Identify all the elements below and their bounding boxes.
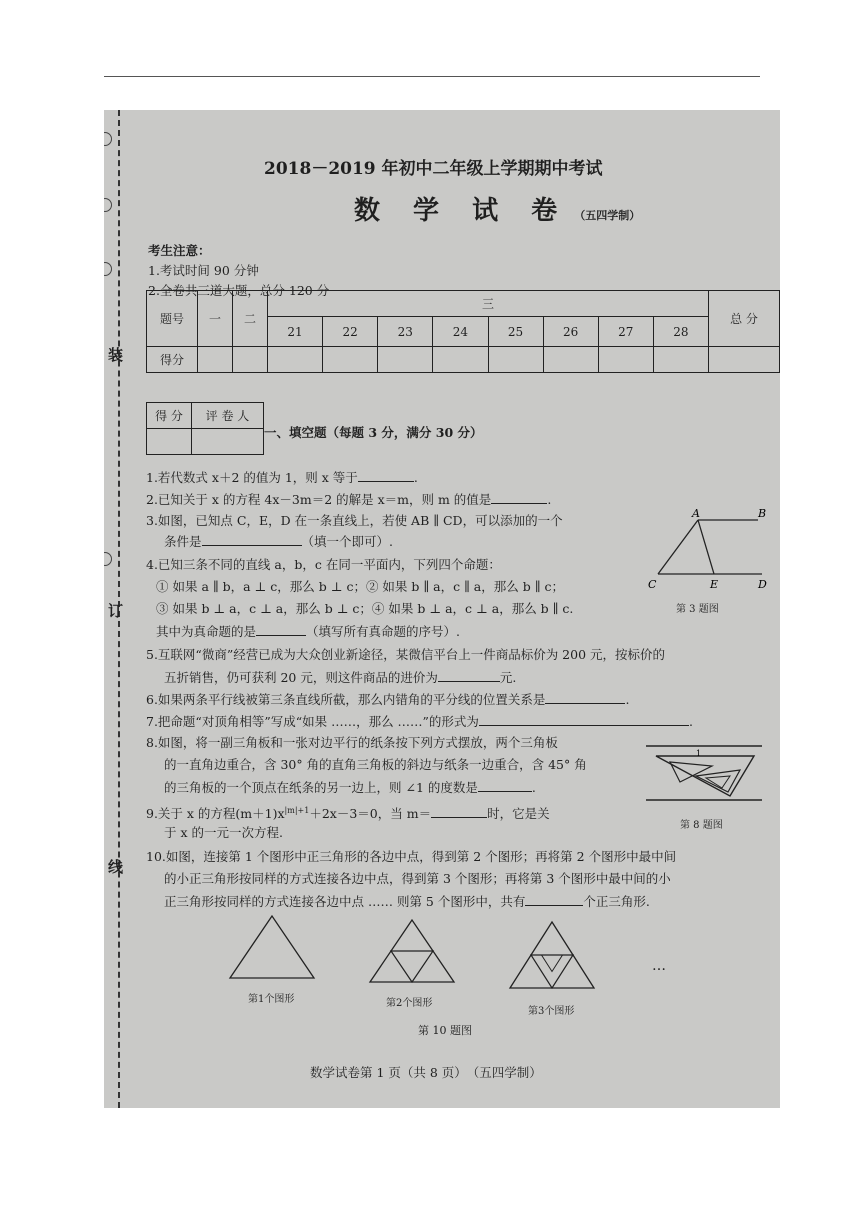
notice-item: 1.考试时间 90 分钟 (148, 263, 259, 278)
answer-blank[interactable] (431, 804, 487, 818)
question-9-exponent: |m|+1 (284, 806, 310, 815)
binding-mark-zhuang: 装 (108, 346, 124, 364)
answer-blank[interactable] (358, 468, 414, 482)
figure-8-caption: 第 8 题图 (680, 820, 723, 831)
question-7-text: 7.把命题“对顶角相等”写成“如果 ……，那么 ……”的形式为 (146, 714, 479, 729)
question-2-text: 2.已知关于 x 的方程 4x－3m＝2 的解是 x＝m，则 m 的值是 (146, 492, 492, 507)
punch-hole-icon (104, 132, 112, 146)
col-one-header: 一 (198, 291, 233, 347)
sub-column-header: 22 (323, 317, 378, 347)
subject-note: （五四学制） (574, 209, 641, 222)
question-8-line1: 8.如图，将一副三角板和一张对边平行的纸条按下列方式摆放，两个三角板 (146, 735, 558, 750)
question-10-line1: 10.如图，连接第 1 个图形中正三角形的各边中点，得到第 2 个图形；再将第 2 个图形中最中间 (146, 849, 677, 864)
section-one-title: 一、填空题（每题 3 分，满分 30 分） (264, 425, 483, 440)
score-cell[interactable] (598, 347, 653, 373)
question-9-line1 (146, 802, 550, 823)
subject-title: 数 学 试 卷 (354, 196, 570, 226)
question-5-line1: 5.互联网“微商”经营已成为大众创业新途径，某微信平台上一件商品标价为 200 元，按标价的 (146, 647, 666, 662)
figure-8-diagram (642, 736, 766, 808)
answer-blank[interactable] (545, 690, 625, 704)
question-8-text: 的三角板的一个顶点在纸条的另一边上，则 ∠1 的度数是 (164, 780, 478, 795)
binding-mark-ding: 订 (108, 602, 124, 620)
label-a: A (692, 507, 700, 520)
score-cell[interactable] (433, 347, 488, 373)
figure-10-shape-caption: 第1个图形 (248, 994, 295, 1005)
grader-score-label: 得 分 (147, 403, 192, 429)
label-d: D (758, 578, 767, 591)
question-10-line3 (164, 892, 650, 911)
score-table (146, 290, 780, 373)
sub-column-header: 25 (488, 317, 543, 347)
question-1: 1.若代数式 x＋2 的值为 1，则 x 等于 . (146, 470, 418, 485)
question-3-line1: 3.如图，已知点 C，E，D 在一条直线上，若使 AB ∥ CD，可以添加的一个 (146, 513, 563, 528)
score-cell[interactable] (543, 347, 598, 373)
sub-column-header: 27 (598, 317, 653, 347)
answer-blank[interactable] (202, 532, 302, 546)
figure-10-shape-caption: 第3个图形 (528, 1006, 575, 1017)
question-3-text: 条件是 (164, 534, 202, 549)
subject-title-wrap (354, 190, 640, 227)
question-6: 6.如果两条平行线被第三条直线所截，那么内错角的平分线的位置关系是 . (146, 692, 630, 707)
figure-10-diagram (224, 912, 664, 1022)
question-9-text: 9.关于 x 的方程(m＋1)x (146, 806, 285, 822)
score-cell[interactable] (323, 347, 378, 373)
total-header: 总 分 (709, 291, 780, 347)
label-b: B (758, 507, 767, 520)
figure-3-caption: 第 3 题图 (676, 604, 719, 615)
question-4-line1: 4.已知三条不同的直线 a，b，c 在同一平面内，下列四个命题： (146, 557, 501, 572)
figure-3-diagram (622, 506, 780, 606)
answer-blank[interactable] (256, 622, 306, 636)
score-cell[interactable] (378, 347, 433, 373)
question-4-line3: ③ 如果 b ⊥ a，c ⊥ a，那么 b ⊥ c；④ 如果 b ⊥ a，c ⊥ a，那么 b ∥ c. (156, 601, 574, 616)
question-9-line2: 于 x 的一元一次方程. (164, 825, 283, 840)
figure-10-caption: 第 10 题图 (418, 1024, 472, 1037)
question-5-text: 五折销售，仍可获利 20 元，则这件商品的进价为 (164, 670, 438, 685)
punch-hole-icon (104, 198, 112, 212)
question-1-text: 1.若代数式 x＋2 的值为 1，则 x 等于 (146, 470, 358, 485)
grader-name-label: 评 卷 人 (192, 403, 264, 429)
exam-title: 2018－2019 年初中二年级上学期期中考试 (264, 159, 603, 179)
col-two-header: 二 (233, 291, 268, 347)
grader-score-cell[interactable] (147, 429, 192, 455)
col-three-header: 三 (268, 291, 709, 317)
binding-mark-xian: 线 (108, 858, 124, 876)
figure-10-shape-caption: 第2个图形 (386, 998, 433, 1009)
question-9-text-b: ＋2x－3＝0，当 m＝ (309, 806, 432, 822)
answer-blank[interactable] (491, 490, 547, 504)
exam-sheet (104, 110, 780, 1108)
notice-item: 2.全卷共三道大题，总分 120 分 (148, 283, 330, 298)
question-7: 7.把命题“对顶角相等”写成“如果 ……，那么 ……”的形式为 . (146, 714, 693, 729)
score-cell[interactable] (198, 347, 233, 373)
sub-column-header: 24 (433, 317, 488, 347)
page-footer: 数学试卷第 1 页（共 8 页） （五四学制） (310, 1065, 542, 1080)
grader-name-cell[interactable] (192, 429, 264, 455)
angle-1-label: 1 (696, 749, 702, 758)
question-5-text-b: 元. (499, 670, 517, 685)
question-6-text: 6.如果两条平行线被第三条直线所截，那么内错角的平分线的位置关系是 (146, 692, 546, 707)
score-cell[interactable] (268, 347, 323, 373)
question-4-line4 (156, 622, 460, 641)
question-8-line3: 的三角板的一个顶点在纸条的另一边上，则 ∠1 的度数是 . (164, 780, 536, 795)
top-rule (104, 76, 760, 77)
question-2: 2.已知关于 x 的方程 4x－3m＝2 的解是 x＝m，则 m 的值是 . (146, 492, 552, 507)
answer-blank[interactable] (525, 892, 583, 906)
total-score-cell[interactable] (709, 347, 780, 373)
question-10-text: 正三角形按同样的方式连接各边中点 …… 则第 5 个图形中，共有 (164, 894, 526, 909)
grader-box (146, 402, 264, 455)
question-4-line2: ① 如果 a ∥ b，a ⊥ c，那么 b ⊥ c；② 如果 b ∥ a，c ∥ a，那么 b ∥ c； (156, 579, 564, 594)
label-e: E (710, 578, 719, 591)
score-cell[interactable] (653, 347, 708, 373)
question-8-line2: 的一直角边重合，含 30° 角的直角三角板的斜边与纸条一边重合，含 45° 角 (164, 757, 587, 772)
punch-hole-icon (104, 262, 112, 276)
question-5-line2 (164, 668, 516, 687)
question-10-line2: 的小正三角形按同样的方式连接各边中点，得到第 3 个图形；再将第 3 个图形中最中间的小 (164, 871, 671, 886)
answer-blank[interactable] (478, 778, 532, 792)
score-row-label: 得分 (147, 347, 198, 373)
question-9-text-c: 时，它是关 (487, 806, 550, 822)
label-c: C (648, 578, 657, 591)
question-3-line2 (164, 532, 393, 551)
sub-column-header: 26 (543, 317, 598, 347)
row-label-cell: 题号 (147, 291, 198, 347)
answer-blank[interactable] (438, 668, 500, 682)
sub-column-header: 21 (268, 317, 323, 347)
sub-column-header: 28 (653, 317, 708, 347)
figure-10-ellipsis: … (652, 958, 666, 974)
question-3-text-b: （填一个即可）. (301, 534, 393, 549)
punch-hole-icon (104, 552, 112, 566)
notice-heading: 考生注意： (148, 243, 211, 258)
sub-column-header: 23 (378, 317, 433, 347)
answer-blank[interactable] (479, 712, 689, 726)
question-10-text-b: 个正三角形. (583, 894, 650, 909)
question-4-text: 其中为真命题的是 (156, 624, 257, 639)
question-4-text-b: （填写所有真命题的序号）. (306, 624, 460, 639)
score-cell[interactable] (488, 347, 543, 373)
score-cell[interactable] (233, 347, 268, 373)
